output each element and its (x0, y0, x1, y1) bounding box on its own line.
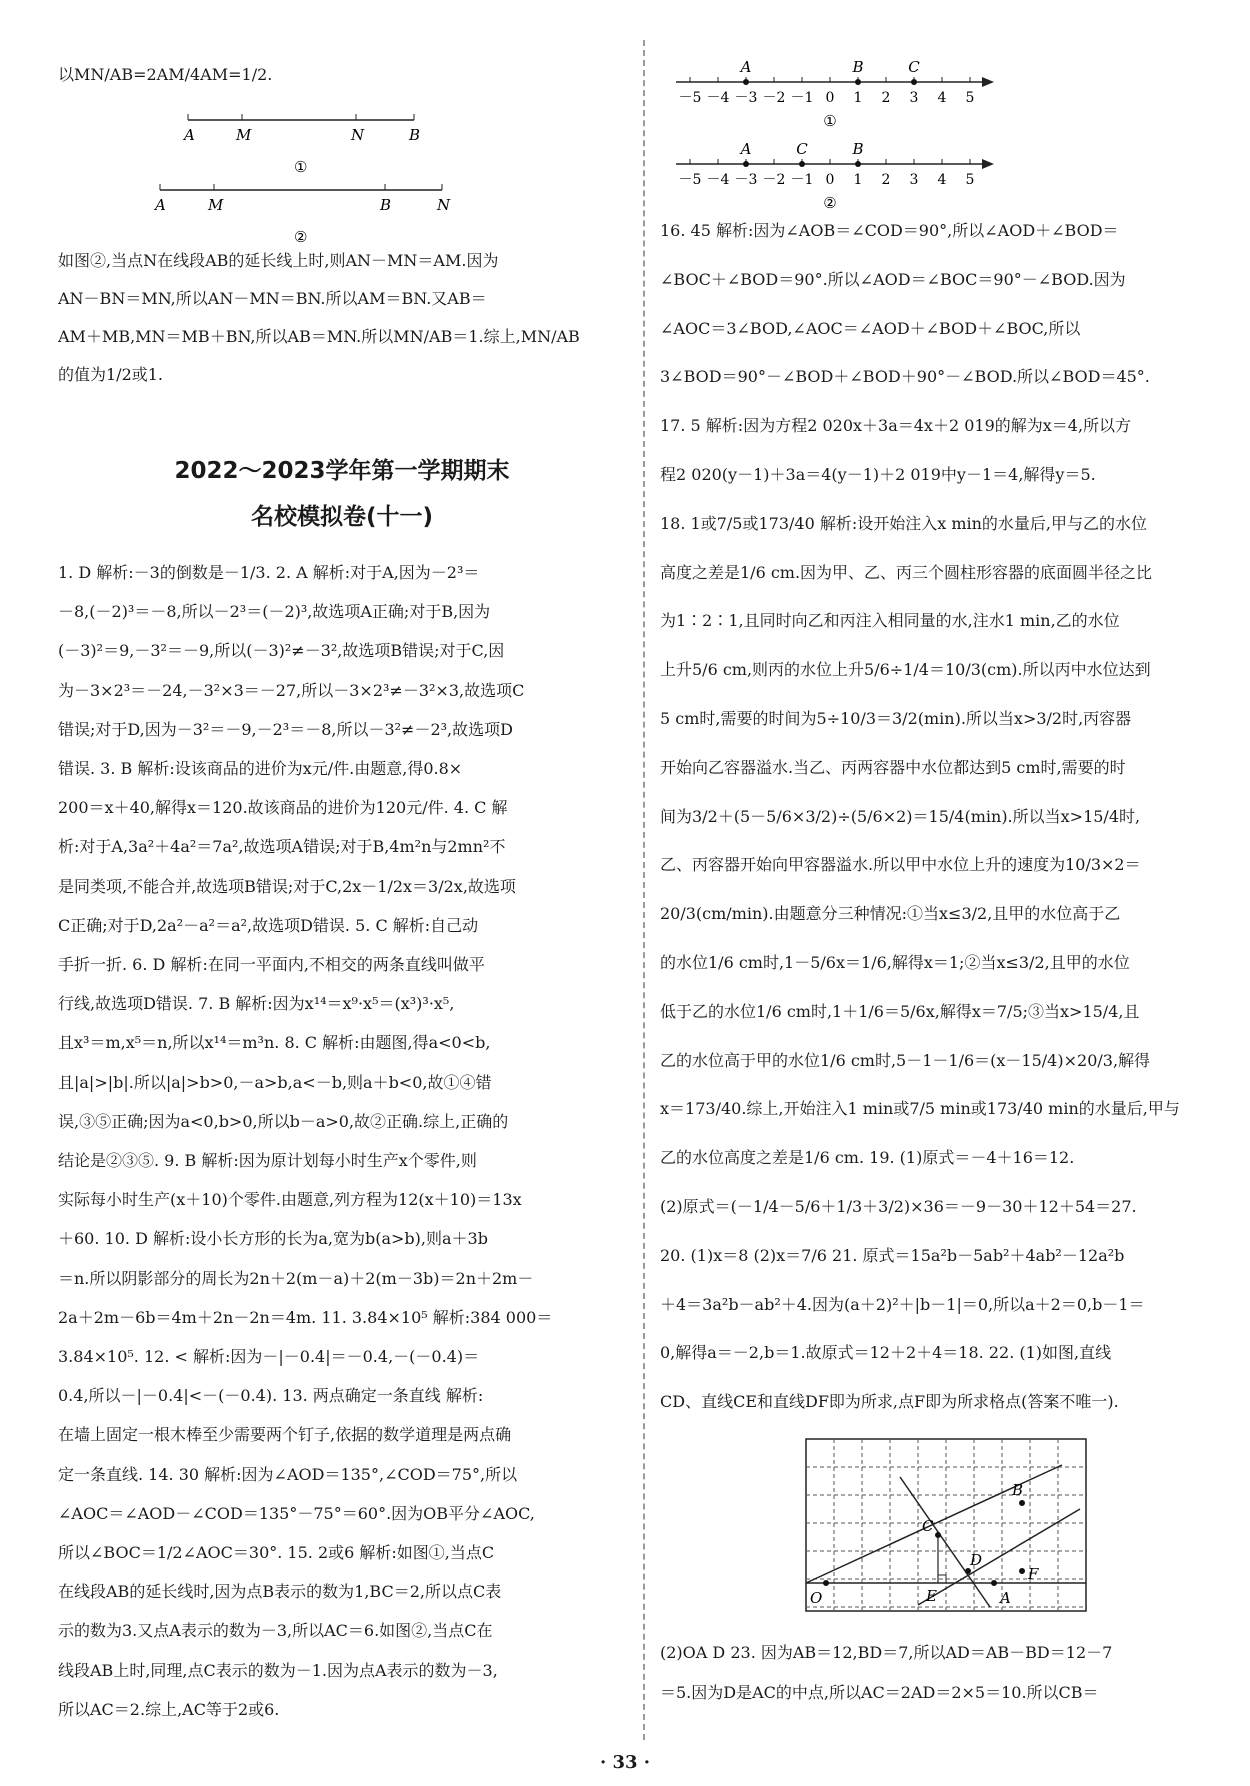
answer-line-22: 在墙上固定一根木棒至少需要两个钉子,依据的数学道理是两点确 (58, 1425, 512, 1445)
answer-line-5: 错误. 3. B 解析:设该商品的进价为x元/件.由题意,得0.8× (58, 759, 463, 778)
solution-line-1: AN－BN＝MN,所以AN－MN＝BN.所以AM＝BN.又AB＝ (58, 289, 487, 308)
nl1-tick-label: －5 (678, 90, 702, 106)
nl1-tick-label: 5 (965, 90, 975, 106)
nl2-point-label: C (796, 140, 808, 158)
nl1-point (855, 79, 861, 85)
nl1-point (911, 79, 917, 85)
nl2-tick-label: －3 (734, 172, 758, 188)
answer-line-right-22: ＋4＝3a²b－ab²＋4.因为(a＋2)²＋|b－1|＝0,所以a＋2＝0,b－1＝ (660, 1294, 1145, 1314)
answer-line-right-9: 上升5/6 cm,则丙的水位上升5/6÷1/4＝10/3(cm).所以丙中水位达到 (660, 660, 1151, 680)
answer-line-right-17: 乙的水位高于甲的水位1/6 cm时,5－1－1/6＝(x－15/4)×20/3,解得 (660, 1050, 1151, 1070)
grid-label-c: C (922, 1517, 934, 1535)
nl2-tick-label: 4 (937, 172, 947, 188)
formula-line: 以MN/AB=2AM/4AM=1/2. (58, 65, 273, 84)
column-divider (643, 40, 645, 1740)
answer-line-0: 1. D 解析:－3的倒数是－1/3. 2. A 解析:对于A,因为－2³＝ (58, 563, 480, 582)
answer-line-12: 且x³＝m,x⁵＝n,所以x¹⁴＝m³n. 8. C 解析:由题图,得a<0<b, (58, 1033, 491, 1053)
answer-line-15: 结论是②③⑤. 9. B 解析:因为原计划每小时生产x个零件,则 (58, 1151, 477, 1170)
answer-line-7: 析:对于A,3a²＋4a²＝7a²,故选项A错误;对于B,4m²n与2mn²不 (58, 837, 506, 857)
nl1-tick-label: －2 (762, 90, 786, 106)
segment-figure-2 (58, 168, 626, 258)
answer-line-right-19: 乙的水位高度之差是1/6 cm. 19. (1)原式＝－4＋16＝12. (660, 1148, 1075, 1168)
answer-line-25: 所以∠BOC＝1/2∠AOC＝30°. 15. 2或6 解析:如图①,当点C (58, 1543, 495, 1562)
grid-label-e: E (926, 1587, 937, 1605)
answer-line-right-18: x＝173/40.综上,开始注入1 min或7/5 min或173/40 min的水量后,甲与 (660, 1099, 1180, 1119)
nl1-tick-label: 0 (825, 90, 835, 106)
nl2-point (743, 161, 749, 167)
answer-line-right-0: 16. 45 解析:因为∠AOB＝∠COD＝90°,所以∠AOD＋∠BOD＝ (660, 221, 1119, 240)
grid-label-b: B (1012, 1481, 1024, 1499)
answer-line-28: 线段AB上时,同理,点C表示的数为－1.因为点A表示的数为－3, (58, 1660, 498, 1680)
answer-line-8: 是同类项,不能合并,故选项B错误;对于C,2x－1/2x＝3/2x,故选项 (58, 876, 516, 896)
number-line-1 (660, 50, 1222, 130)
nl2-tick-label: 0 (825, 172, 835, 188)
nl1-point-label: B (852, 58, 864, 76)
answer-line-right-4: 17. 5 解析:因为方程2 020x＋3a＝4x＋2 019的解为x＝4,所以方 (660, 416, 1132, 436)
answer-line-right-23: 0,解得a＝－2,b＝1.故原式＝12＋2＋4＝18. 22. (1)如图,直线 (660, 1343, 1112, 1363)
answer-line-19: 2a＋2m－6b＝4m＋2n－2n＝4m. 11. 3.84×10⁵ 解析:384 000＝ (58, 1307, 553, 1327)
exam-subtitle: 名校模拟卷(十一) (250, 504, 434, 530)
nl2-tick-label: －5 (678, 172, 702, 188)
nl2-point-label: B (852, 140, 864, 158)
answer-line-18: ＝n.所以阴影部分的周长为2n＋2(m－a)＋2(m－3b)＝2n＋2m－ (58, 1268, 534, 1288)
answer-line-right-2: ∠AOC＝3∠BOD,∠AOC＝∠AOD＋∠BOD＋∠BOC,所以 (660, 318, 1081, 338)
fig2-caption: ② (294, 228, 308, 246)
fig1-label-1: M (236, 126, 252, 144)
solution-line-0: 如图②,当点N在线段AB的延长线上时,则AN－MN＝AM.因为 (58, 251, 499, 270)
nl1-tick-label: －3 (734, 90, 758, 106)
answer-line-10: 手折一折. 6. D 解析:在同一平面内,不相交的两条直线叫做平 (58, 955, 485, 974)
grid-label-o: O (810, 1589, 823, 1607)
fig2-label-2: B (380, 196, 392, 214)
nl2-tick-label: －4 (706, 172, 730, 188)
grid-label-d: D (970, 1551, 983, 1569)
nl1-point (743, 79, 749, 85)
answer-line-right-20: (2)原式＝(－1/4－5/6＋1/3＋3/2)×36＝－9－30＋12＋54＝27. (660, 1197, 1137, 1216)
answer-line-right-6: 18. 1或7/5或173/40 解析:设开始注入x min的水量后,甲与乙的水位 (660, 513, 1148, 533)
answer-line-26: 在线段AB的延长线时,因为点B表示的数为1,BC＝2,所以点C表 (58, 1582, 502, 1602)
nl1-tick-label: 1 (853, 90, 863, 106)
answer-line-27: 示的数为3.又点A表示的数为－3,所以AC＝6.如图②,当点C在 (58, 1621, 493, 1641)
answer-line-right-13: 乙、丙容器开始向甲容器溢水.所以甲中水位上升的速度为10/3×2＝ (660, 855, 1141, 875)
solution-line-3: 的值为1/2或1. (58, 365, 164, 384)
answer-line-right-end-0: (2)OA D 23. 因为AB＝12,BD＝7,所以AD＝AB－BD＝12－7 (660, 1643, 1113, 1662)
nl2-tick-label: －1 (790, 172, 814, 188)
answer-line-right-5: 程2 020(y－1)＋3a＝4(y－1)＋2 019中y－1＝4,解得y＝5. (660, 465, 1096, 484)
number-line-2 (660, 132, 1222, 212)
answer-line-13: 且|a|>|b|.所以|a|>b>0,－a>b,a<－b,则a＋b<0,故①④错 (58, 1072, 492, 1092)
answer-line-right-15: 的水位1/6 cm时,1－5/6x＝1/6,解得x＝1;②当x≤3/2,且甲的水位 (660, 953, 1130, 972)
nl2-point (855, 161, 861, 167)
answer-line-3: 为－3×2³＝－24,－3²×3＝－27,所以－3×2³≠－3²×3,故选项C (58, 680, 525, 700)
nl2-tick-label: 1 (853, 172, 863, 188)
answer-line-right-1: ∠BOC＋∠BOD＝90°.所以∠AOD＝∠BOC＝90°－∠BOD.因为 (660, 269, 1126, 289)
nl1-tick-label: 2 (881, 90, 891, 106)
answer-line-right-11: 开始向乙容器溢水.当乙、丙两容器中水位都达到5 cm时,需要的时 (660, 757, 1126, 777)
answer-line-right-7: 高度之差是1/6 cm.因为甲、乙、丙三个圆柱形容器的底面圆半径之比 (660, 562, 1153, 582)
fig2-label-0: A (155, 196, 166, 214)
answer-line-right-21: 20. (1)x＝8 (2)x＝7/6 21. 原式＝15a²b－5ab²＋4ab²－12a²b (660, 1245, 1125, 1265)
grid-label-a: A (1000, 1589, 1011, 1607)
solution-line-2: AM＋MB,MN＝MB＋BN,所以AB＝MN.所以MN/AB＝1.综上,MN/AB (58, 327, 580, 346)
answer-line-2: (－3)²＝9,－3²＝－9,所以(－3)²≠－3²,故选项B错误;对于C,因 (58, 641, 505, 661)
fig1-label-0: A (184, 126, 195, 144)
grid-figure (660, 1437, 1222, 1617)
answer-line-right-12: 间为3/2＋(5－5/6×3/2)÷(5/6×2)＝15/4(min).所以当x>15/4时, (660, 806, 1141, 826)
answer-line-17: ＋60. 10. D 解析:设小长方形的长为a,宽为b(a>b),则a＋3b (58, 1229, 488, 1249)
nl1-tick-label: －1 (790, 90, 814, 106)
page-number: · 33 · (599, 1752, 651, 1773)
grid-label-f: F (1028, 1565, 1039, 1583)
answer-line-1: －8,(－2)³＝－8,所以－2³＝(－2)³,故选项A正确;对于B,因为 (58, 602, 491, 622)
answer-line-right-24: CD、直线CE和直线DF即为所求,点F即为所求格点(答案不唯一). (660, 1392, 1119, 1412)
fig1-label-2: N (351, 126, 365, 144)
nl2-tick-label: 5 (965, 172, 975, 188)
answer-line-14: 误,③⑤正确;因为a<0,b>0,所以b－a>0,故②正确.综上,正确的 (58, 1111, 509, 1131)
answer-line-24: ∠AOC＝∠AOD－∠COD＝135°－75°＝60°.因为OB平分∠AOC, (58, 1503, 535, 1523)
answer-line-right-3: 3∠BOD＝90°－∠BOD＋∠BOD＋90°－∠BOD.所以∠BOD＝45°. (660, 367, 1150, 387)
answer-line-right-10: 5 cm时,需要的时间为5÷10/3＝3/2(min).所以当x>3/2时,丙容器 (660, 709, 1132, 728)
nl1-tick-label: 4 (937, 90, 947, 106)
nl2-tick-label: 3 (909, 172, 919, 188)
answer-line-21: 0.4,所以－|－0.4|<－(－0.4). 13. 两点确定一条直线 解析: (58, 1386, 484, 1406)
answer-line-23: 定一条直线. 14. 30 解析:因为∠AOD＝135°,∠COD＝75°,所以 (58, 1464, 518, 1484)
nl2-caption: ② (823, 194, 837, 212)
nl1-tick-label: －4 (706, 90, 730, 106)
answer-line-6: 200＝x＋40,解得x＝120.故该商品的进价为120元/件. 4. C 解 (58, 798, 508, 818)
nl2-tick-label: 2 (881, 172, 891, 188)
answer-line-right-16: 低于乙的水位1/6 cm时,1＋1/6＝5/6x,解得x＝7/5;③当x>15/4,且 (660, 1001, 1140, 1021)
answer-line-right-8: 为1∶2∶1,且同时向乙和丙注入相同量的水,注水1 min,乙的水位 (660, 611, 1120, 631)
fig2-label-1: M (208, 196, 224, 214)
answer-line-29: 所以AC＝2.综上,AC等于2或6. (58, 1699, 280, 1719)
fig1-label-3: B (409, 126, 421, 144)
nl2-point-label: A (740, 140, 752, 158)
answer-line-16: 实际每小时生产(x＋10)个零件.由题意,列方程为12(x＋10)＝13x (58, 1190, 522, 1210)
answer-line-20: 3.84×10⁵. 12. < 解析:因为－|－0.4|＝－0.4,－(－0.4)＝ (58, 1347, 480, 1366)
exam-title: 2022～2023学年第一学期期末 (174, 458, 510, 484)
nl1-caption: ① (823, 112, 837, 130)
nl1-point-label: A (740, 58, 752, 76)
answer-line-right-14: 20/3(cm/min).由题意分三种情况:①当x≤3/2,且甲的水位高于乙 (660, 904, 1121, 924)
fig1-caption: ① (294, 158, 308, 176)
nl1-point-label: C (908, 58, 920, 76)
fig2-label-3: N (437, 196, 451, 214)
answer-line-11: 行线,故选项D错误. 7. B 解析:因为x¹⁴＝x⁹·x⁵＝(x³)³·x⁵, (58, 994, 455, 1014)
answer-line-4: 错误;对于D,因为－3²＝－9,－2³＝－8,所以－3²≠－2³,故选项D (58, 719, 513, 739)
nl2-tick-label: －2 (762, 172, 786, 188)
answer-line-right-end-1: ＝5.因为D是AC的中点,所以AC＝2AD＝2×5＝10.所以CB＝ (660, 1683, 1099, 1702)
nl1-tick-label: 3 (909, 90, 919, 106)
nl2-point (799, 161, 805, 167)
answer-line-9: C正确;对于D,2a²－a²＝a²,故选项D错误. 5. C 解析:自己动 (58, 915, 479, 935)
